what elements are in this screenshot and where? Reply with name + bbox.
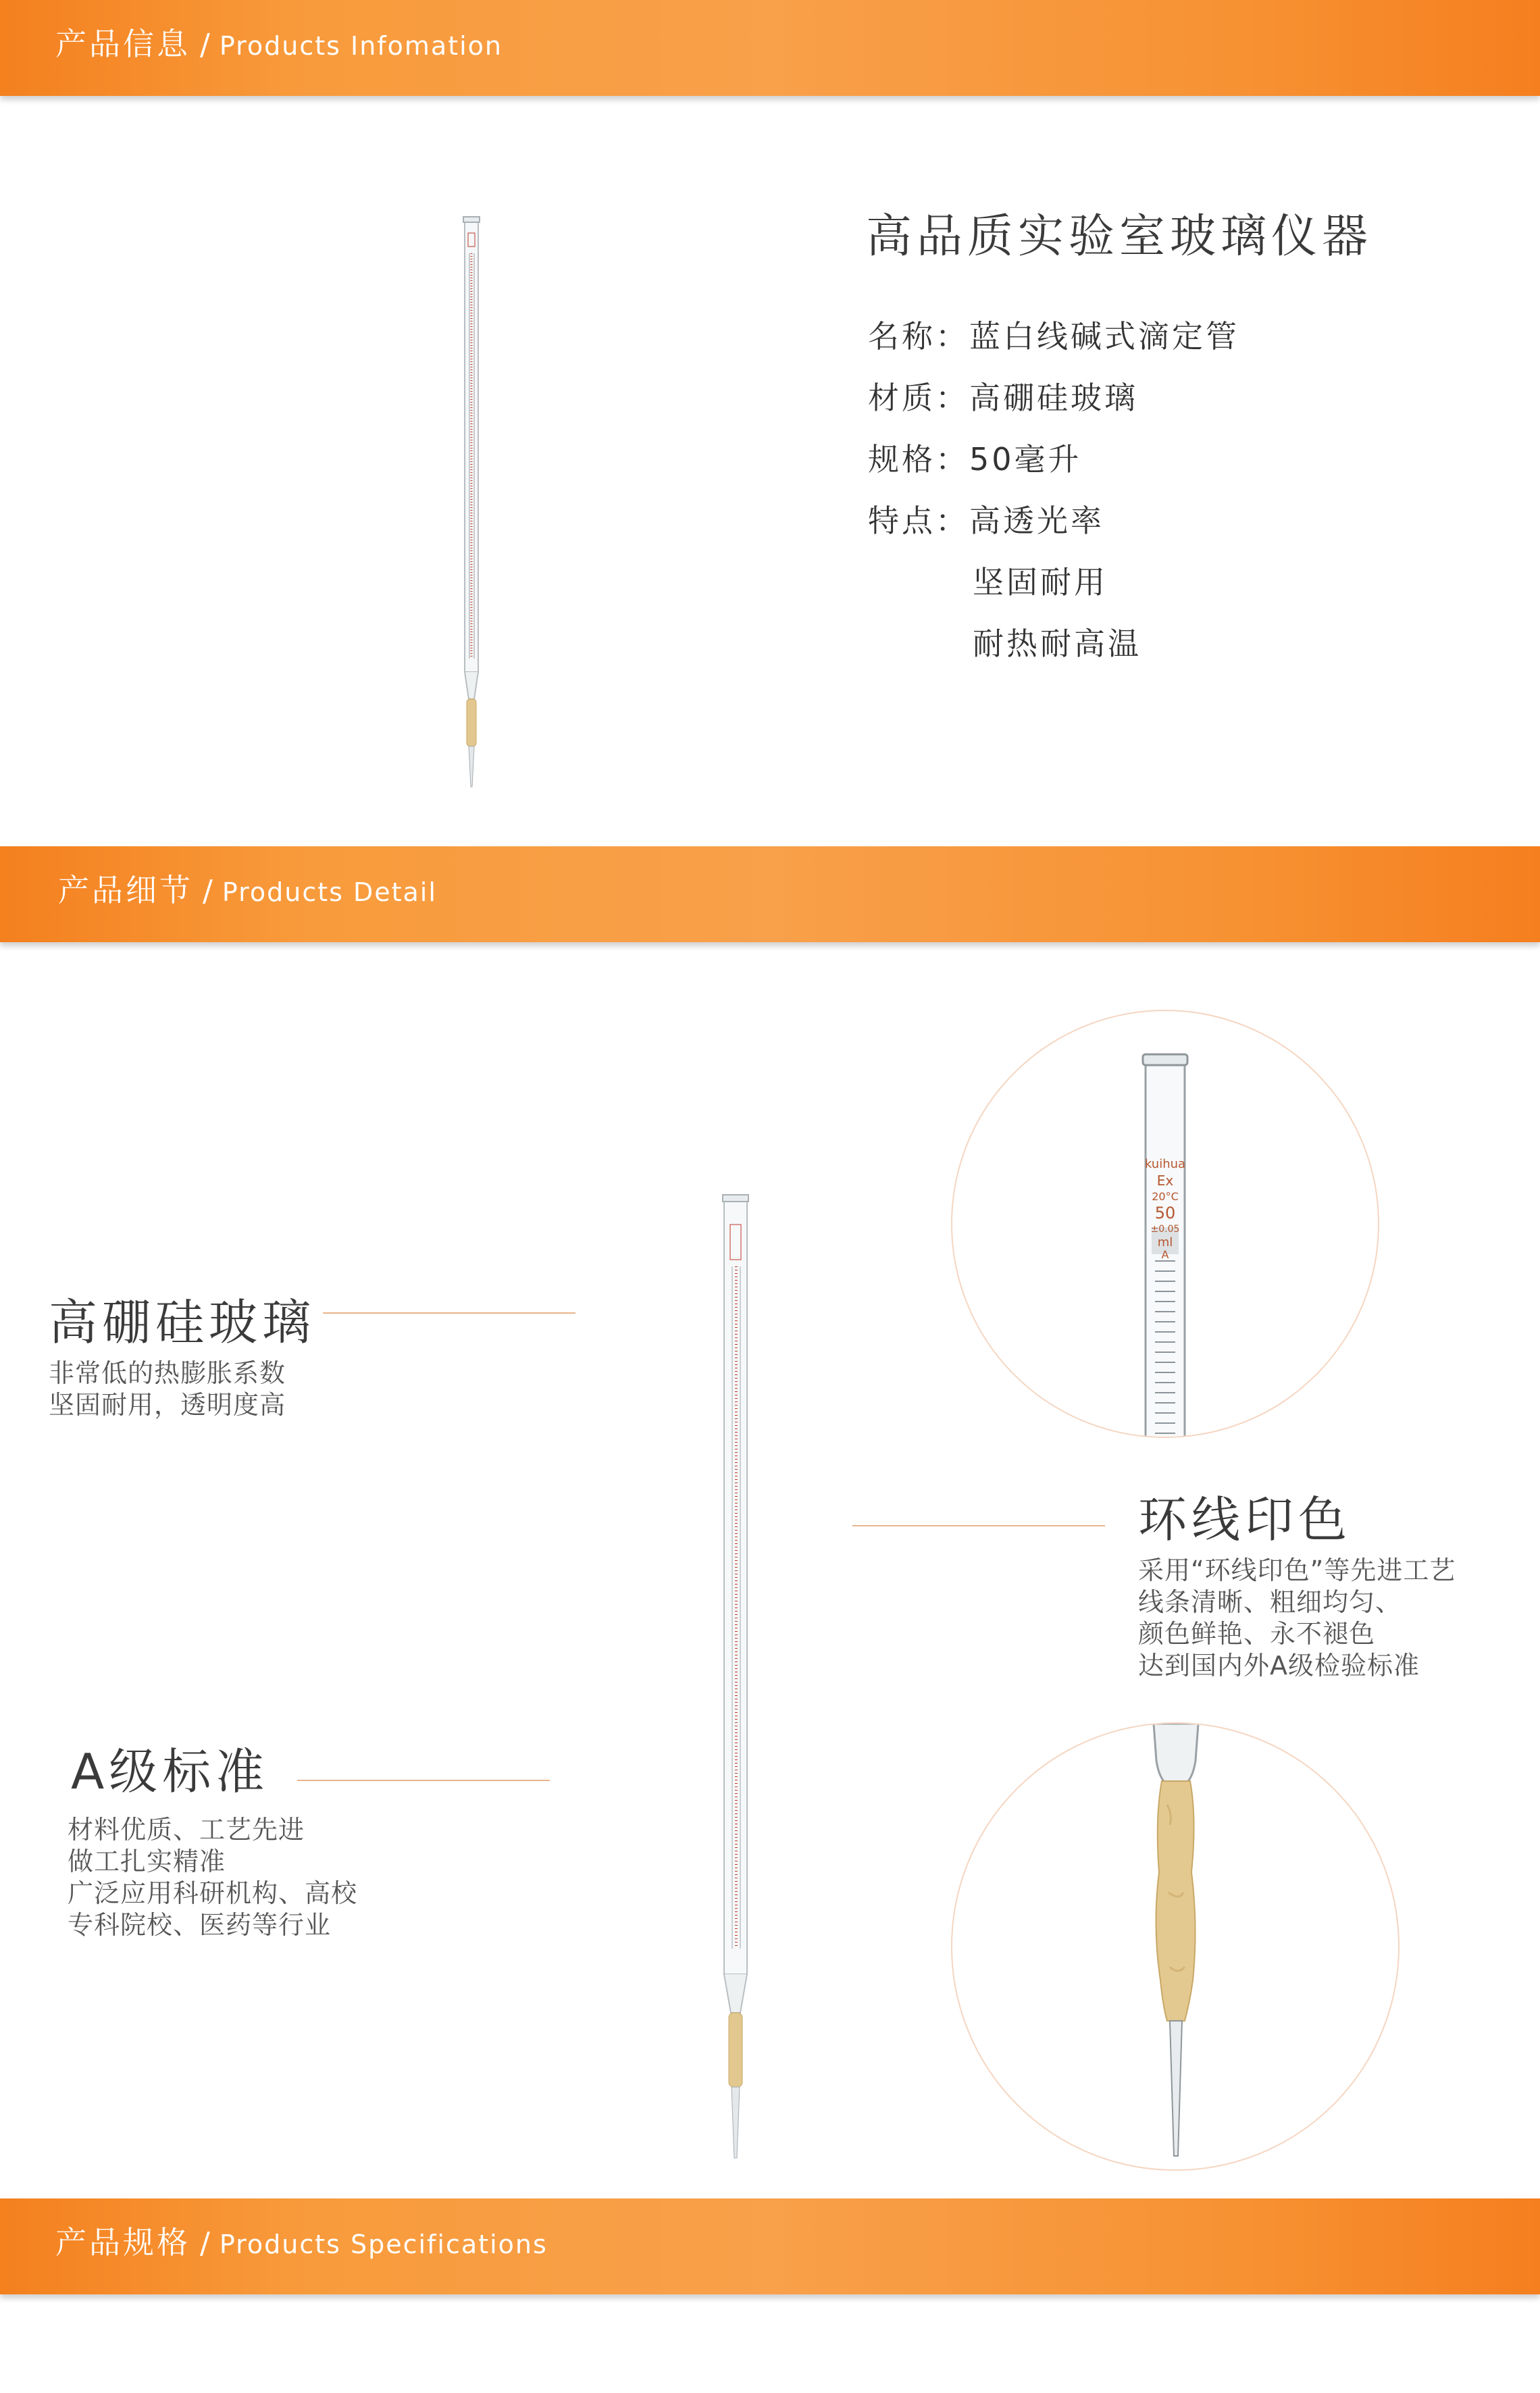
products-specifications-banner — [0, 2198, 1540, 2294]
desc-line: 非常低的热膨胀系数 — [49, 1358, 286, 1388]
info-row-material — [868, 374, 1138, 418]
products-detail-banner — [0, 846, 1540, 942]
banner-title-cn: 产品细节 — [58, 872, 193, 908]
info-row-spec — [868, 435, 1082, 480]
desc-line: 坚固耐用，透明度高 — [49, 1390, 286, 1420]
banner-title-cn: 产品信息 — [55, 26, 190, 62]
desc-line: 采用“环线印色”等先进工艺 — [1138, 1555, 1456, 1585]
info-value: 50毫升 — [969, 441, 1082, 478]
info-value: 高硼硅玻璃 — [969, 380, 1138, 416]
burette-label-unit: ml — [1157, 1235, 1173, 1250]
desc-line: 材料优质、工艺先进 — [68, 1815, 305, 1845]
info-row-name — [868, 312, 1239, 357]
desc-line: 做工扎实精准 — [68, 1847, 226, 1876]
feature-borosilicate-divider — [323, 1312, 575, 1314]
desc-line: 专科院校、医药等行业 — [68, 1910, 332, 1940]
desc-line: 线条清晰、粗细均匀、 — [1138, 1587, 1402, 1617]
banner-title-en: Products Infomation — [219, 31, 503, 61]
banner-title — [55, 2198, 548, 2294]
feature-grade-a-desc — [68, 1814, 357, 1941]
feature-ring-print-divider — [852, 1525, 1105, 1526]
burette-product-image — [446, 213, 500, 794]
burette-label-grade: A — [1161, 1248, 1169, 1261]
banner-separator: / — [203, 874, 213, 908]
burette-tip-zoom-image — [952, 1724, 1398, 2169]
info-value: 高透光率 — [969, 503, 1104, 539]
banner-separator: / — [200, 28, 210, 62]
info-value: 耐热耐高温 — [973, 625, 1141, 662]
banner-title — [58, 846, 437, 942]
feature-ring-print-title: 环线印色 — [1138, 1491, 1352, 1548]
info-label: 特点： — [868, 503, 969, 539]
info-value: 蓝白线碱式滴定管 — [969, 318, 1239, 355]
info-row-feature-3 — [973, 619, 1141, 664]
banner-title-en: Products Specifications — [219, 2230, 548, 2259]
info-title: 高品质实验室玻璃仪器 — [866, 210, 1373, 263]
burette-label-volume: 50 — [1154, 1204, 1176, 1223]
banner-title — [55, 0, 503, 96]
info-value: 坚固耐用 — [973, 564, 1108, 600]
zoom-circle-burette-tip — [951, 1722, 1400, 2171]
burette-top-zoom-image — [952, 1011, 1378, 1437]
burette-detail-image — [709, 1192, 763, 2171]
desc-line: 颜色鲜艳、永不褪色 — [1138, 1619, 1376, 1649]
feature-grade-a-divider — [297, 1780, 550, 1781]
desc-line: 广泛应用科研机构、高校 — [68, 1878, 358, 1908]
feature-borosilicate-title: 高硼硅玻璃 — [49, 1294, 316, 1351]
burette-label-brand: kuihua — [1144, 1157, 1186, 1171]
banner-title-cn: 产品规格 — [55, 2224, 190, 2261]
info-label: 规格： — [868, 441, 969, 478]
feature-ring-print-desc — [1138, 1555, 1456, 1682]
feature-grade-a-title: A级标准 — [71, 1743, 270, 1800]
burette-label-temp: 20°C — [1152, 1190, 1179, 1203]
burette-label-ex: Ex — [1156, 1173, 1174, 1189]
info-row-feature-2 — [973, 558, 1108, 602]
info-label: 材质： — [868, 380, 969, 416]
desc-line: 达到国内外A级检验标准 — [1138, 1651, 1420, 1680]
burette-label-tolerance: ±0.05 — [1150, 1224, 1180, 1235]
info-label: 名称： — [868, 318, 969, 355]
feature-borosilicate-desc — [49, 1358, 286, 1421]
banner-separator: / — [200, 2226, 210, 2261]
info-row-features — [868, 496, 1104, 541]
zoom-circle-burette-top — [951, 1010, 1379, 1438]
banner-title-en: Products Detail — [222, 877, 437, 907]
products-information-banner — [0, 0, 1540, 96]
